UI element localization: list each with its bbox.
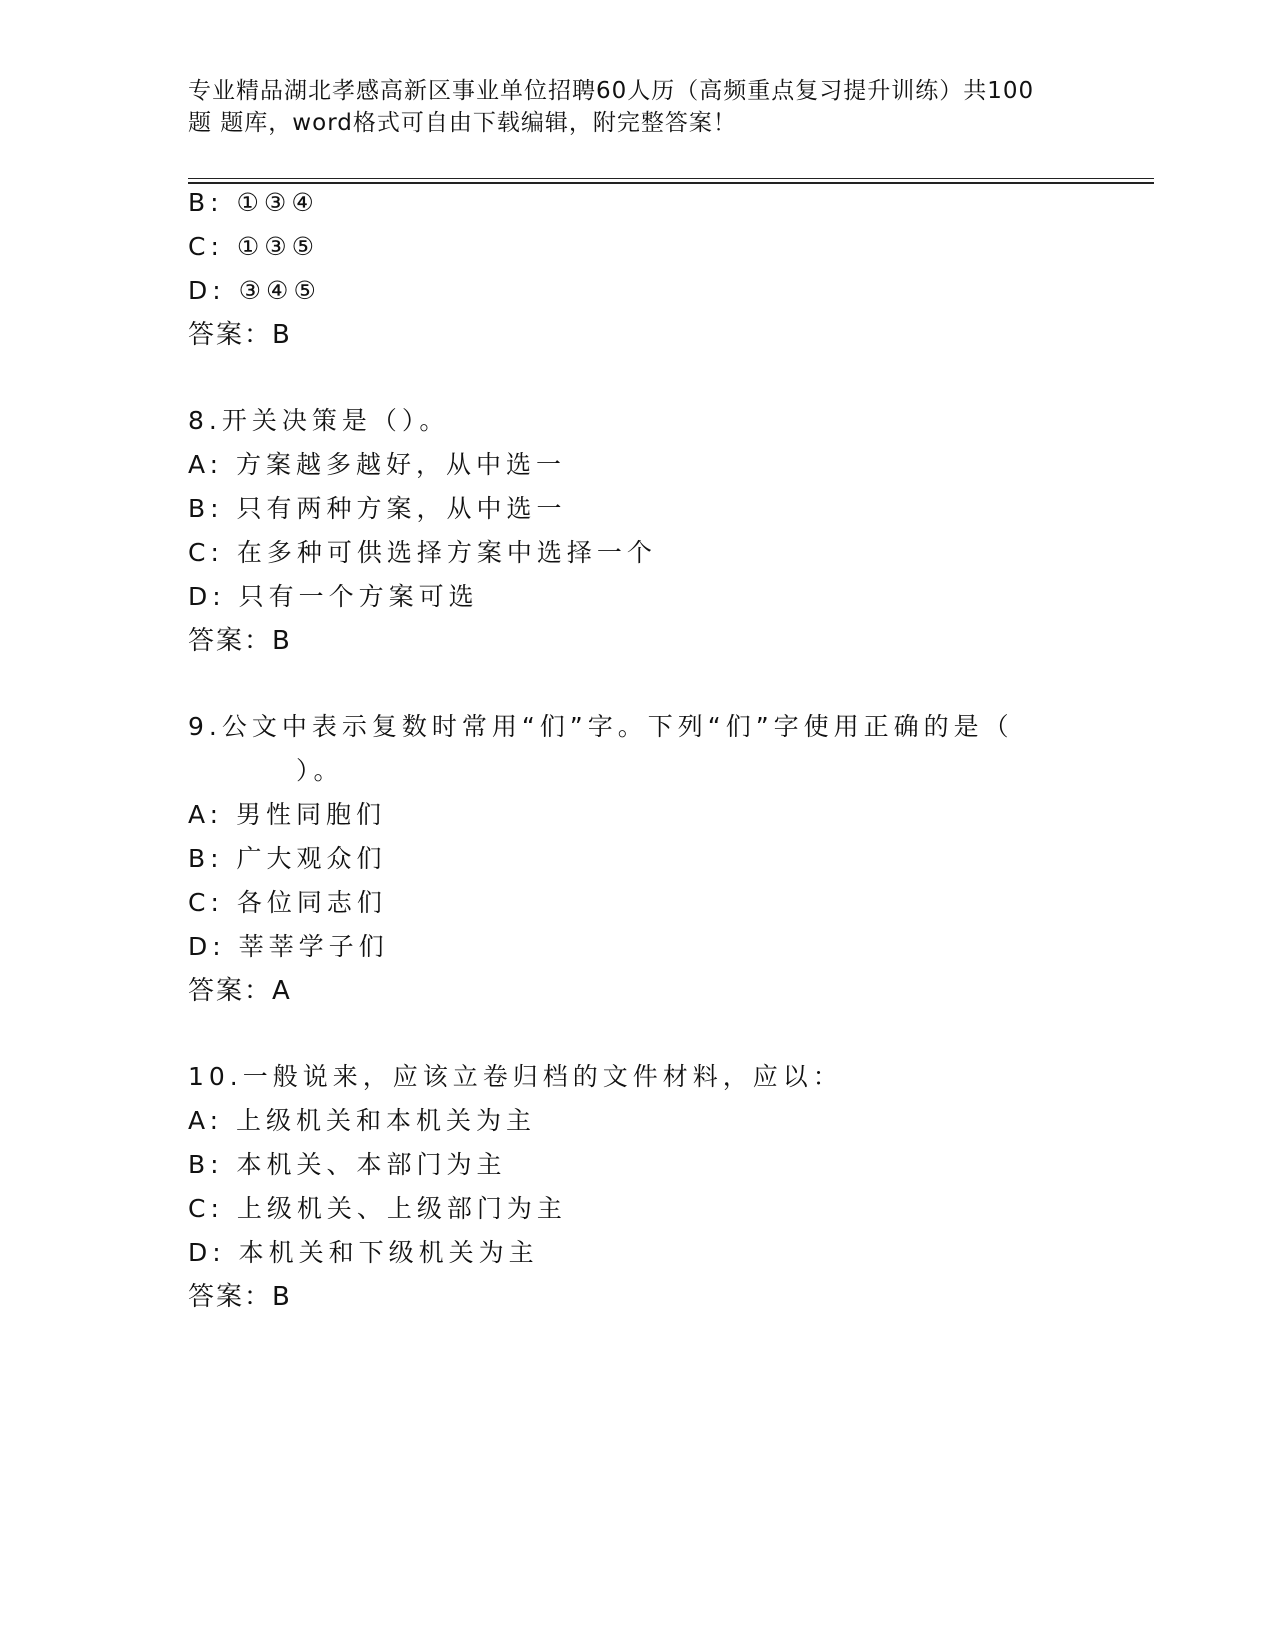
q10-answer: 答案：B <box>188 1282 292 1312</box>
prev-option-d: D: ③④⑤ <box>188 276 321 305</box>
q8-answer: 答案：B <box>188 626 292 656</box>
prev-answer: 答案：B <box>188 320 292 350</box>
header-divider-thick <box>188 182 1154 184</box>
q8-option-b: B: 只有两种方案，从中选一 <box>188 494 567 523</box>
q10-option-d: D: 本机关和下级机关为主 <box>188 1238 539 1267</box>
header-divider-thin <box>188 178 1154 179</box>
q8-stem: 8.开关决策是（）。 <box>188 406 450 435</box>
q10-option-b: B: 本机关、本部门为主 <box>188 1150 507 1179</box>
q9-option-a: A: 男性同胞们 <box>188 800 387 829</box>
q10-option-a: A: 上级机关和本机关为主 <box>188 1106 537 1135</box>
q8-option-a: A: 方案越多越好，从中选一 <box>188 450 567 479</box>
q10-option-c: C: 上级机关、上级部门为主 <box>188 1194 567 1223</box>
q9-option-d: D: 莘莘学子们 <box>188 932 389 961</box>
q8-option-c: C: 在多种可供选择方案中选择一个 <box>188 538 657 567</box>
q9-answer: 答案：A <box>188 976 292 1006</box>
q9-option-c: C: 各位同志们 <box>188 888 387 917</box>
prev-option-c: C: ①③⑤ <box>188 232 320 261</box>
q9-stem-continued: ）。 <box>296 756 344 785</box>
q9-option-b: B: 广大观众们 <box>188 844 387 873</box>
prev-option-b: B: ①③④ <box>188 188 319 217</box>
q8-option-d: D: 只有一个方案可选 <box>188 582 479 611</box>
q10-stem: 10.一般说来，应该立卷归档的文件材料，应以： <box>188 1062 843 1091</box>
q9-stem: 9.公文中表示复数时常用“们”字。下列“们”字使用正确的是（ <box>188 712 1014 741</box>
document-header-line-1: 专业精品湖北孝感高新区事业单位招聘60人历（高频重点复习提升训练）共100 <box>188 78 1035 104</box>
document-header-line-2: 题 题库，word格式可自由下载编辑，附完整答案！ <box>188 110 737 136</box>
